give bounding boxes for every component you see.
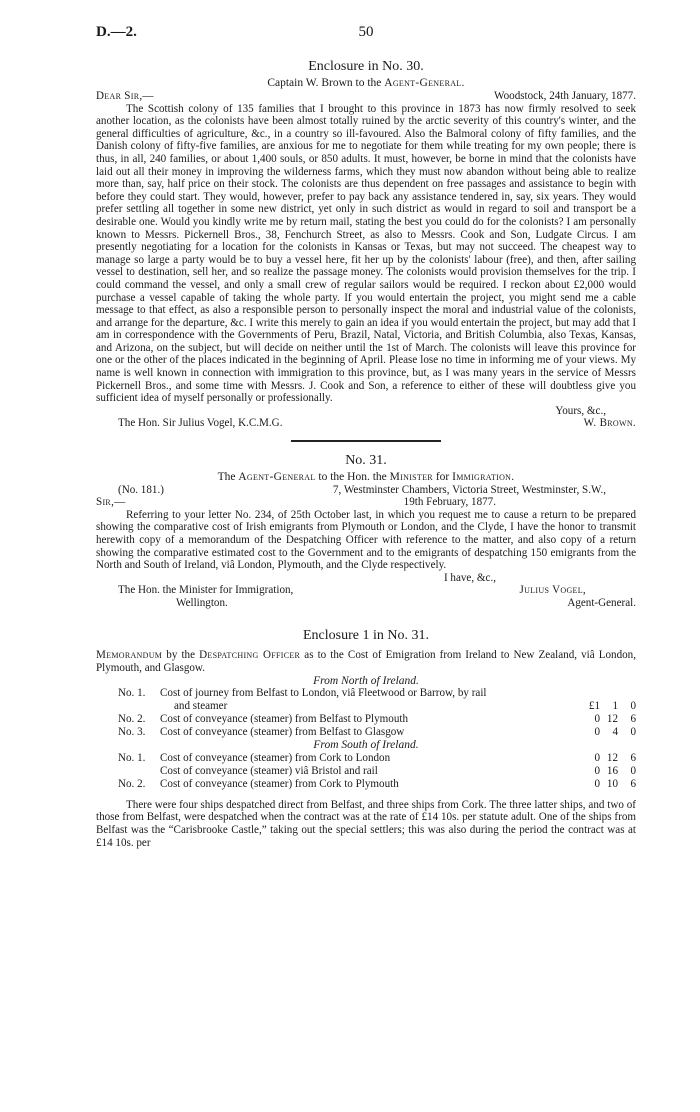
page-header (96, 24, 636, 44)
salutation: Sir,— (96, 496, 126, 509)
subtitle-part: The (217, 470, 239, 483)
signature-row (96, 584, 636, 597)
sender-address: 7, Westminster Chambers, Victoria Street, Westminster, S.W., (332, 483, 606, 496)
amount-pounds: 0 (594, 713, 600, 726)
amount-pounds (582, 687, 600, 700)
amount-pounds: 0 (594, 764, 600, 777)
row-amount (576, 778, 636, 791)
subtitle-part: to the Hon. the (315, 470, 390, 483)
signature-title: Agent-General. (567, 596, 636, 609)
amount-pounds: £1 (588, 700, 600, 713)
south-cost-table (96, 752, 636, 791)
row-amount (576, 765, 636, 778)
table-row (96, 687, 636, 700)
amount-shillings: 16 (606, 764, 618, 777)
amount-pence (618, 687, 636, 700)
signature-row-2 (96, 597, 636, 610)
addressee-city: Wellington. (176, 596, 228, 609)
table-row (96, 765, 636, 778)
north-heading: From North of Ireland. (313, 674, 419, 687)
amount-pence: 6 (630, 777, 636, 790)
letter-date: 19th February, 1877. (403, 496, 496, 509)
south-heading: From South of Ireland. (313, 739, 419, 752)
memorandum-heading (96, 649, 636, 674)
row-amount (576, 687, 636, 700)
row-description: Cost of conveyance (steamer) from Cork to Plymouth (160, 777, 399, 790)
table-row (96, 700, 636, 713)
reference-row (96, 484, 636, 497)
amount-shillings (600, 687, 618, 700)
enclosure-30-subtitle (96, 76, 636, 90)
document-code: D.—2. (96, 24, 137, 40)
row-description: Cost of conveyance (steamer) from Belfast to Glasgow (160, 726, 405, 739)
signature-row (96, 417, 636, 430)
row-amount (576, 752, 636, 765)
closing: I have, &c., (443, 571, 496, 584)
table-row (96, 713, 636, 726)
row-number: No. 1. (118, 687, 146, 700)
row-number: No. 2. (118, 713, 146, 726)
memo-label: Memorandum (96, 649, 163, 662)
no-31-title: No. 31. (345, 452, 387, 468)
salutation-row (96, 90, 636, 103)
row-description: Cost of conveyance (steamer) from Belfast to Plymouth (160, 713, 409, 726)
row-amount (576, 726, 636, 739)
row-number: No. 1. (118, 751, 146, 764)
row-amount (576, 700, 636, 713)
salutation: Dear Sir,— (96, 90, 154, 102)
page-content (96, 58, 636, 849)
no-31-subtitle (96, 470, 636, 484)
row-number: No. 3. (118, 726, 146, 739)
amount-shillings: 10 (606, 777, 618, 790)
row-number (118, 700, 160, 713)
memo-text: by the (162, 649, 200, 662)
subtitle-recipient: Agent-General. (384, 77, 465, 89)
letter-body: Referring to your letter No. 234, of 25th October last, in which you request me to cause a return to be prepared showing the comparative cost of Irish emigrants from Plymouth or London, and the Clyde, I have the honor to transmit herewith copy of a memorandum of the Despatching Officer with reference to the matter, and also copy of a return showing the comparative estimated cost to the Government and to the emigrants of despatching 150 emigrants from the North and South of Ireland, viâ London, Plymouth, and the Clyde respectively. (96, 508, 636, 572)
signature: W. Brown. (583, 417, 636, 430)
amount-pounds: 0 (594, 751, 600, 764)
place-date: Woodstock, 24th January, 1877. (494, 90, 636, 102)
letter-body: The Scottish colony of 135 families that I brought to this province in 1873 has now firmly resolved to seek another location, as the colonists have been almost totally ruined by the arctic severity of this country's winter, and the general difficulties of agriculture, &c., in a country so ill-favoured. Also the Balmoral colony of fifty families, and the Danish colony of fifty-five families, are anxious for me to negotiate for them while treating for my own people; there is thus, in all, 240 families, or about 1,400 souls, or 850 adults. It must, however, be borne in mind that the colonists have laid out all their money in improving the wilderness farms, which they must now abandon without being able to realize more than, say, half price on their stock. The colonists are thus dependent on free passages and assistance to begin with before they could start. They would, however, prefer to pay back any assistance tendered in, say, six years. They would prefer settling all together in some new district, yet only in such district as would in regard to soil and transport be a desirable one. Would you kindly write me by return mail, stating the best you could do for the colonists? I am personally known to Messrs. Pickernell Bros., 38, Fenchurch Street, as also to Messrs. Cook and Son, Ludgate Circus. I am presently negotiating for a location for the colonists in Kansas or Texas, but may not succeed. The cheapest way to manage so large a party would be to buy a vessel here, fit her up by the colonists' labour (free), and then, after sailing vessel to destination, sell her, and so realize the passage money. The colonists would provision themselves for the trip. I could command the vessel, and only a small crew of regular sailors would be required. I reckon about £2,000 would purchase a vessel capable of taking the whole party. If you would entertain the project, you might send me a cable message to that effect, as also a responsible person to personally inspect the moral and industrial value of the colonists, and arrange for the departure, &c. I write this merely to gain an idea if you would entertain the project, but may add that I am in correspondence with the Governments of Peru, Brazil, Natal, Victoria, and British Columbia, also Texas, Kansas, and Arizona, on the subject, but will decide on neither until the 1st of March. The colonists will leave this province for one or the other of the places indicated in the beginning of April. Please lose no time in informing me of your views. My name is well known in connection with immigration to this province, but, as I was many years in the service of Messrs Pickernell Bros., and some time with Messrs. J. Cook and Son, a reference to either of these will doubtless give you sufficient idea of myself personally or professionally. (96, 102, 637, 405)
subtitle-recipient-dept: Immigration. (452, 470, 515, 483)
page-number: 50 (358, 24, 374, 40)
subtitle-text: Captain W. Brown to the (267, 77, 385, 89)
amount-pence: 6 (630, 751, 636, 764)
table-row (96, 726, 636, 739)
closing: Yours, &c., (555, 404, 606, 417)
row-description: Cost of conveyance (steamer) from Cork to London (160, 751, 391, 764)
amount-shillings: 12 (606, 713, 618, 726)
memo-author: Despatching Officer (199, 649, 301, 662)
row-description: and steamer (174, 700, 228, 713)
amount-shillings: 4 (612, 726, 618, 739)
section-divider (291, 440, 441, 442)
row-description: Cost of journey from Belfast to London, viâ Fleetwood or Barrow, by rail (160, 687, 487, 700)
memo-text: as to the Cost of Emigration from Ireland to New Zealand, viâ London, Plymouth, and Glasgow. (96, 649, 637, 675)
spacer (96, 609, 636, 627)
table-row (96, 752, 636, 765)
date-row (96, 496, 636, 509)
amount-shillings: 12 (606, 751, 618, 764)
amount-pence: 6 (630, 713, 636, 726)
row-number (118, 765, 160, 778)
row-amount (576, 713, 636, 726)
enclosure-30-title: Enclosure in No. 30. (308, 59, 424, 74)
subtitle-sender: Agent-General (238, 470, 316, 483)
amount-pence: 0 (630, 700, 636, 713)
amount-pounds: 0 (594, 726, 600, 739)
letter-reference: (No. 181.) (118, 483, 164, 496)
row-description: Cost of conveyance (steamer) viâ Bristol and rail (160, 764, 378, 777)
north-cost-table (96, 687, 636, 739)
amount-pounds: 0 (594, 777, 600, 790)
closing-paragraph: There were four ships despatched direct from Belfast, and three ships from Cork. The three latter ships, and two of those from Belfast, were despatched when the contract was at the rate of £14 10s. per statute adult. One of the ships from Belfast was the “Carisbrooke Castle,” taking out the special settlers; this was also during the period the contract was at £14 10s. per (96, 798, 636, 849)
amount-pence: 0 (630, 764, 636, 777)
table-row (96, 778, 636, 791)
amount-shillings: 1 (612, 700, 618, 713)
row-number: No. 2. (118, 777, 146, 790)
signature: Julius Vogel, (519, 584, 586, 597)
amount-pence: 0 (630, 726, 636, 739)
subtitle-recipient: Minister (389, 470, 433, 483)
enclosure-31-title: Enclosure 1 in No. 31. (303, 628, 429, 644)
subtitle-part: for (432, 470, 453, 483)
addressee: The Hon. Sir Julius Vogel, K.C.M.G. (118, 417, 283, 430)
addressee: The Hon. the Minister for Immigration, (118, 584, 294, 597)
